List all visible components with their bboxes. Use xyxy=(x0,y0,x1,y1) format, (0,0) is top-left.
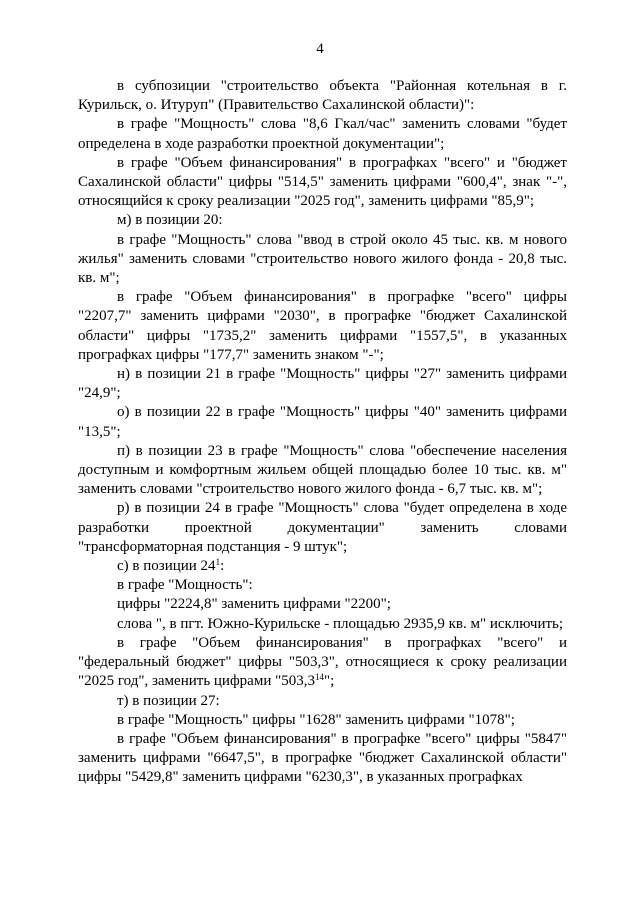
paragraph-power-change: в графе "Мощность" слова "8,6 Гкал/час" заменить словами "будет определена в ходе разработки проектной документации"; xyxy=(78,116,567,152)
paragraph-s-words: слова ", в пгт. Южно-Курильске - площадью 2935,9 кв. м" исключить; xyxy=(117,615,564,632)
item-s-heading xyxy=(78,557,567,576)
paragraph-t-financing: в графе "Объем финансирования" в прографке "всего" цифры "5847" заменить цифрами "6647,5", в прографке "бюджет Сахалинской области" цифры "5429,8" заменить цифрами "6230,3", в указанных прографках xyxy=(78,730,567,786)
paragraph-m-financing: в графе "Объем финансирования" в прографке "всего" цифры "2207,7" заменить цифрами "2030", в прографке "бюджет Сахалинской области" цифры "1735,2" заменить цифрами "1557,5", в указанных прографках цифры "177,7" заменить знаком "-"; xyxy=(78,289,567,363)
page-number: 4 xyxy=(316,41,324,57)
paragraph-subposition: в субпозиции "строительство объекта "Районная котельная в г. Курильск, о. Итуруп" (Правительство Сахалинской области)": xyxy=(78,78,567,114)
item-r: р) в позиции 24 в графе "Мощность" слова "будет определена в ходе разработки проектной документации" заменить словами "трансформаторная подстанция - 9 штук"; xyxy=(78,500,567,555)
paragraph-s-financing xyxy=(78,634,567,692)
item-t-heading: т) в позиции 27: xyxy=(117,692,220,709)
paragraph-s-power-heading: в графе "Мощность": xyxy=(117,577,253,594)
paragraph-m-power: в графе "Мощность" слова "ввод в строй около 45 тыс. кв. м нового жилья" заменить словами "строительство нового жилого фонда - 20,8 тыс. кв. м"; xyxy=(78,231,567,287)
paragraph-s-digits: цифры "2224,8" заменить цифрами "2200"; xyxy=(117,596,391,613)
paragraph-s-financing-superscript: 14 xyxy=(314,672,324,683)
item-p: п) в позиции 23 в графе "Мощность" слова "обеспечение населения доступным и комфортным жильем общей площадью более 10 тыс. кв. м" заменить словами "строительство нового жилого фонда - 6,7 тыс. кв. м"; xyxy=(78,442,567,498)
item-s-text: с) в позиции 24 xyxy=(117,558,216,575)
item-n: н) в позиции 21 в графе "Мощность" цифры "27" заменить цифрами "24,9"; xyxy=(78,366,567,402)
paragraph-financing-change: в графе "Объем финансирования" в прографках "всего" и "бюджет Сахалинской области" цифры "514,5" заменить цифрами "600,4", знак "-", относящийся к сроку реализации "2025 год", заменить цифрами "85,9"; xyxy=(78,154,567,210)
document-body xyxy=(78,77,567,788)
item-m-heading: м) в позиции 20: xyxy=(117,212,223,229)
item-s-suffix: : xyxy=(220,558,225,575)
paragraph-t-power: в графе "Мощность" цифры "1628" заменить цифрами "1078"; xyxy=(117,711,515,728)
paragraph-s-financing-suffix: "; xyxy=(323,673,335,690)
item-o: о) в позиции 22 в графе "Мощность" цифры "40" заменить цифрами "13,5"; xyxy=(78,404,567,440)
paragraph-s-financing-text: в графе "Объем финансирования" в прографках "всего" и "федеральный бюджет" цифры "503,3", относящиеся к сроку реализации "2025 год", заменить цифрами "503,3 xyxy=(78,634,567,690)
item-s-superscript: 1 xyxy=(215,557,221,568)
